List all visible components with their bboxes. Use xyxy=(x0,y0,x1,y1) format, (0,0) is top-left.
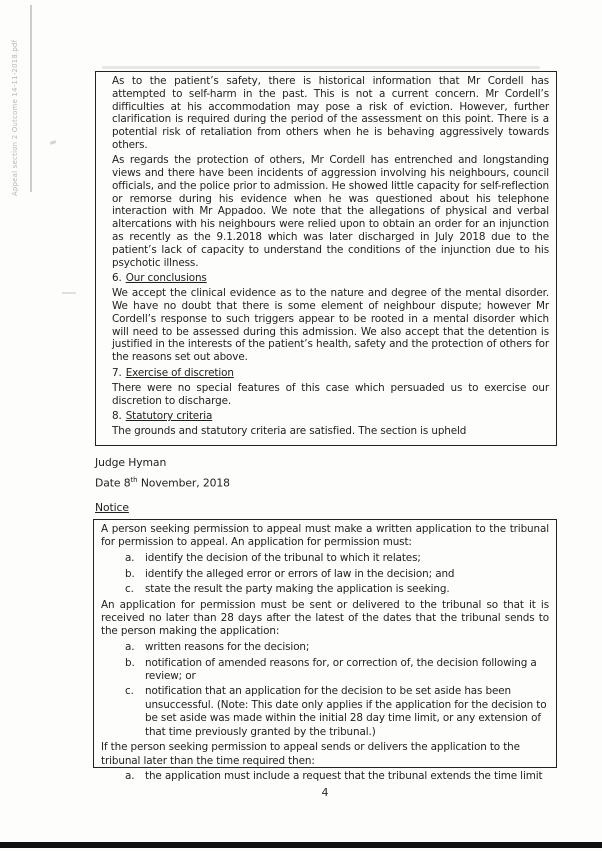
paragraph-statutory-criteria: The grounds and statutory criteria are satisfied. The section is upheld xyxy=(112,425,467,438)
notice-late-paragraph: If the person seeking permission to appeal sends or delivers the application to the tribunal later than the time required then: xyxy=(101,741,520,767)
list-letter: c. xyxy=(125,685,134,698)
list-letter: c. xyxy=(125,583,134,596)
list-item xyxy=(125,770,549,783)
scan-smudge xyxy=(102,66,540,69)
sidebar-vertical-rule xyxy=(30,5,32,192)
date-suffix: November, 2018 xyxy=(137,476,230,490)
list-letter: a. xyxy=(125,552,135,565)
decision-box xyxy=(95,71,557,446)
list-text: written reasons for the decision; xyxy=(145,641,310,654)
list-letter: b. xyxy=(125,567,135,580)
section-heading-exercise-of-discretion xyxy=(112,367,549,380)
list-item xyxy=(125,657,549,684)
list-text: state the result the party making the application is seeking. xyxy=(145,583,450,596)
section-title: Statutory criteria xyxy=(125,409,213,422)
notice-box xyxy=(93,519,557,783)
section-heading-our-conclusions xyxy=(112,272,549,285)
signature-date xyxy=(95,472,230,492)
list-text: notification of amended reasons for, or correction of, the decision following a review; or xyxy=(145,656,537,683)
date-prefix: Date 8 xyxy=(95,476,131,490)
section-number: 8. xyxy=(112,409,122,422)
date-ordinal: th xyxy=(130,475,138,484)
notice-deadline-paragraph: An application for permission must be sent or delivered to the tribunal so that it is received no later than 28 days after the latest of the dates that the tribunal sends to the person making the application: xyxy=(101,598,549,638)
list-text: identify the alleged error or errors of law in the decision; and xyxy=(145,567,455,580)
scan-speck xyxy=(62,292,76,294)
list-item xyxy=(125,641,549,654)
list-text: notification that an application for the decision to be set aside has been unsuccessful. (Note: This date only applies if the application for the decision to be set aside was made within the initial 28 day time limit, or any extension of that time previously granted by the tribunal.) xyxy=(145,685,547,738)
notice-heading: Notice xyxy=(95,501,129,514)
notice-intro-paragraph: A person seeking permission to appeal must make a written application to the tribunal for permission to appeal. An application for permission must: xyxy=(101,523,549,549)
list-item xyxy=(125,552,549,565)
signature-block xyxy=(95,455,230,492)
section-number: 7. xyxy=(112,366,122,379)
section-title: Exercise of discretion xyxy=(125,366,234,379)
list-item xyxy=(125,568,549,581)
page-number: 4 xyxy=(321,786,329,799)
list-text: identify the decision of the tribunal to which it relates; xyxy=(145,552,421,565)
paragraph-exercise-of-discretion: There were no special features of this case which persuaded us to exercise our discretion to discharge. xyxy=(112,381,549,407)
section-title: Our conclusions xyxy=(125,271,207,284)
section-heading-statutory-criteria xyxy=(112,410,549,423)
scan-bottom-edge-bar xyxy=(0,842,602,848)
sidebar-filename-label: Appeal section 2 Outcome 14-11-2018.pdf xyxy=(11,39,19,196)
scan-speck xyxy=(50,140,57,145)
paragraph-our-conclusions: We accept the clinical evidence as to the nature and degree of the mental disorder. We have no doubt that there is some element of neighbour dispute; however Mr Cordell’s response to such triggers appear to be rooted in a mental disorder which will need to be assessed during this admission. We also accept that the detention is justified in the interests of the patient’s health, safety and the protection of others for the reasons set out above. xyxy=(112,287,549,364)
list-letter: a. xyxy=(125,641,135,654)
judge-name: Judge Hyman xyxy=(95,456,167,469)
list-letter: a. xyxy=(125,770,135,783)
list-text: the application must include a request that the tribunal extends the time limit xyxy=(145,770,543,783)
section-number: 6. xyxy=(112,271,122,284)
paragraph-protection-of-others: As regards the protection of others, Mr Cordell has entrenched and longstanding views and there have been incidents of aggression involving his neighbours, council officials, and the police prior to admission. He showed little capacity for self-reflection or remorse during his evidence when he was questioned about his telephone interaction with Mr Appadoo. We note that the allegations of physical and verbal altercations with his neighbours were relied upon to obtain an order for an injunction as recently as the 9.1.2018 which was later discharged in July 2018 due to the patient’s lack of capacity to understand the conditions of the injunction due to his psychotic illness. xyxy=(112,154,549,269)
paragraph-patient-safety: As to the patient’s safety, there is historical information that Mr Cordell has attempted to self-harm in the past. This is not a current concern. Mr Cordell’s difficulties at his accommodation may pose a risk of eviction. However, further clarification is required during the period of the assessment on this point. There is a potential risk of retaliation from others when he is behaving aggressively towards others. xyxy=(112,75,549,151)
list-letter: b. xyxy=(125,656,135,669)
list-item xyxy=(125,685,549,739)
list-item xyxy=(125,583,549,596)
